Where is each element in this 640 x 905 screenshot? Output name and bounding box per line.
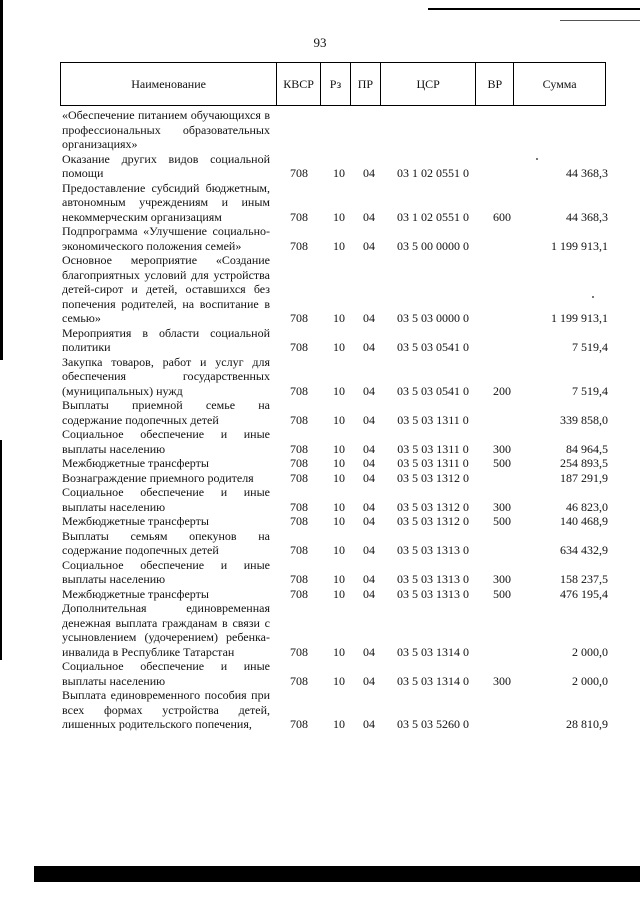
cell-sum: 1 199 913,1 xyxy=(551,311,608,325)
table-row xyxy=(62,108,608,152)
cell-vr: 200 xyxy=(493,383,511,398)
cell-rz: 10 xyxy=(333,441,345,456)
cell-sum: 158 237,5 xyxy=(560,572,608,586)
cell-name: Выплаты приемной семье на содержание подопечных детей xyxy=(62,398,270,427)
scan-left-edge xyxy=(0,0,3,360)
header-kvsr: КВСР xyxy=(276,63,320,105)
table-row xyxy=(62,326,608,355)
cell-csr: 03 5 03 0541 0 xyxy=(397,383,469,398)
cell-name: Оказание других видов социальной помощи xyxy=(62,151,270,180)
cell-pr: 04 xyxy=(363,383,375,398)
cell-kvsr: 708 xyxy=(290,543,308,557)
cell-name: Межбюджетные трансферты xyxy=(62,514,209,528)
cell-name: Мероприятия в области социальной политики xyxy=(62,325,270,354)
scan-bottom-bar xyxy=(34,866,640,882)
cell-rz: 10 xyxy=(333,499,345,514)
cell-vr: 300 xyxy=(493,441,511,456)
cell-pr: 04 xyxy=(363,441,375,456)
cell-kvsr: 708 xyxy=(290,499,308,514)
cell-rz: 10 xyxy=(333,514,345,528)
cell-csr: 03 5 03 1313 0 xyxy=(397,586,469,601)
cell-sum: 7 519,4 xyxy=(572,340,608,354)
cell-csr: 03 5 03 5260 0 xyxy=(397,717,469,731)
cell-csr: 03 5 03 1314 0 xyxy=(397,644,469,659)
cell-rz: 10 xyxy=(333,586,345,601)
cell-sum: 2 000,0 xyxy=(572,644,608,659)
cell-name: Вознаграждение приемного родителя xyxy=(62,470,254,485)
table-row xyxy=(62,587,608,602)
cell-kvsr: 708 xyxy=(290,586,308,601)
cell-sum: 2 000,0 xyxy=(572,673,608,688)
cell-kvsr: 708 xyxy=(290,412,308,427)
cell-rz: 10 xyxy=(333,673,345,688)
cell-rz: 10 xyxy=(333,412,345,427)
cell-pr: 04 xyxy=(363,514,375,528)
cell-csr: 03 1 02 0551 0 xyxy=(397,166,469,180)
cell-sum: 46 823,0 xyxy=(566,499,608,514)
cell-pr: 04 xyxy=(363,586,375,601)
cell-kvsr: 708 xyxy=(290,717,308,731)
cell-csr: 03 5 03 1312 0 xyxy=(397,514,469,528)
cell-csr: 03 5 03 0000 0 xyxy=(397,311,469,325)
table-row xyxy=(62,152,608,181)
cell-sum: 28 810,9 xyxy=(566,717,608,731)
table-row xyxy=(62,558,608,587)
cell-rz: 10 xyxy=(333,456,345,470)
cell-pr: 04 xyxy=(363,340,375,354)
cell-name: Дополнительная единовременная денежная выплата гражданам в связи с усыновлением (удочерением) ребенка-инвалида в Республике Татарстан xyxy=(62,601,270,659)
cell-rz: 10 xyxy=(333,166,345,180)
table-row xyxy=(62,181,608,225)
cell-kvsr: 708 xyxy=(290,340,308,354)
cell-sum: 187 291,9 xyxy=(560,470,608,485)
cell-kvsr: 708 xyxy=(290,470,308,485)
cell-csr: 03 5 03 1314 0 xyxy=(397,673,469,688)
cell-csr: 03 5 03 1311 0 xyxy=(397,441,469,456)
cell-rz: 10 xyxy=(333,644,345,659)
cell-sum: 634 432,9 xyxy=(560,543,608,557)
table-body xyxy=(62,108,608,732)
cell-kvsr: 708 xyxy=(290,166,308,180)
cell-rz: 10 xyxy=(333,572,345,586)
table-row xyxy=(62,456,608,471)
cell-sum: 44 368,3 xyxy=(566,166,608,180)
cell-csr: 03 5 03 1311 0 xyxy=(397,456,469,470)
cell-csr: 03 5 03 1312 0 xyxy=(397,470,469,485)
cell-rz: 10 xyxy=(333,311,345,325)
cell-sum: 254 893,5 xyxy=(560,456,608,470)
header-name: Наименование xyxy=(131,76,206,91)
cell-csr: 03 5 03 1313 0 xyxy=(397,572,469,586)
cell-csr: 03 1 02 0551 0 xyxy=(397,209,469,224)
cell-pr: 04 xyxy=(363,470,375,485)
cell-pr: 04 xyxy=(363,499,375,514)
scan-top-rule xyxy=(428,8,640,10)
cell-pr: 04 xyxy=(363,673,375,688)
cell-pr: 04 xyxy=(363,238,375,253)
cell-name: «Обеспечение питанием обучающихся в профессиональных образовательных организациях» xyxy=(62,108,270,151)
scan-speck xyxy=(536,158,538,160)
table-row xyxy=(62,514,608,529)
table-row xyxy=(62,601,608,659)
cell-csr: 03 5 03 1311 0 xyxy=(397,412,469,427)
cell-csr: 03 5 00 0000 0 xyxy=(397,238,469,253)
cell-pr: 04 xyxy=(363,311,375,325)
cell-rz: 10 xyxy=(333,340,345,354)
cell-pr: 04 xyxy=(363,456,375,470)
table-row xyxy=(62,529,608,558)
cell-name: Закупка товаров, работ и услуг для обеспечения государственных (муниципальных) нужд xyxy=(62,354,270,398)
cell-kvsr: 708 xyxy=(290,238,308,253)
scan-speck xyxy=(592,296,594,298)
cell-vr: 300 xyxy=(493,673,511,688)
cell-sum: 1 199 913,1 xyxy=(551,238,608,253)
page-number: 93 xyxy=(313,35,327,50)
cell-kvsr: 708 xyxy=(290,644,308,659)
cell-name: Социальное обеспечение и иные выплаты населению xyxy=(62,427,270,456)
cell-name: Предоставление субсидий бюджетным, автономным учреждениям и иным некоммерческим организациям xyxy=(62,180,270,224)
cell-sum: 476 195,4 xyxy=(560,586,608,601)
cell-pr: 04 xyxy=(363,412,375,427)
cell-rz: 10 xyxy=(333,209,345,224)
cell-rz: 10 xyxy=(333,717,345,731)
cell-name: Выплата единовременного пособия при всех формах устройства детей, лишенных родительского попечения, xyxy=(62,688,270,731)
table-row xyxy=(62,659,608,688)
table-row xyxy=(62,253,608,326)
cell-kvsr: 708 xyxy=(290,311,308,325)
header-vr: ВР xyxy=(475,63,513,105)
scan-top-rule-secondary xyxy=(560,20,640,21)
cell-vr: 500 xyxy=(493,586,511,601)
header-pr: ПР xyxy=(350,63,380,105)
table-row xyxy=(62,485,608,514)
cell-sum: 44 368,3 xyxy=(566,209,608,224)
cell-kvsr: 708 xyxy=(290,456,308,470)
cell-vr: 300 xyxy=(493,572,511,586)
table-header xyxy=(60,62,606,106)
cell-vr: 300 xyxy=(493,499,511,514)
cell-kvsr: 708 xyxy=(290,383,308,398)
cell-sum: 84 964,5 xyxy=(566,441,608,456)
cell-name: Подпрограмма «Улучшение социально-экономического положения семей» xyxy=(62,224,270,253)
cell-sum: 339 858,0 xyxy=(560,412,608,427)
cell-pr: 04 xyxy=(363,166,375,180)
table-row xyxy=(62,355,608,399)
cell-vr: 500 xyxy=(493,514,511,528)
cell-sum: 7 519,4 xyxy=(572,383,608,398)
cell-csr: 03 5 03 1312 0 xyxy=(397,499,469,514)
table-row xyxy=(62,688,608,732)
cell-vr: 600 xyxy=(493,209,511,224)
cell-name: Межбюджетные трансферты xyxy=(62,586,209,601)
cell-rz: 10 xyxy=(333,383,345,398)
cell-csr: 03 5 03 0541 0 xyxy=(397,340,469,354)
cell-name: Социальное обеспечение и иные выплаты населению xyxy=(62,659,270,688)
cell-kvsr: 708 xyxy=(290,209,308,224)
cell-kvsr: 708 xyxy=(290,514,308,528)
cell-name: Межбюджетные трансферты xyxy=(62,456,209,470)
cell-pr: 04 xyxy=(363,209,375,224)
header-sum: Сумма xyxy=(513,63,605,105)
cell-pr: 04 xyxy=(363,717,375,731)
table-row xyxy=(62,427,608,456)
cell-vr: 500 xyxy=(493,456,511,470)
cell-sum: 140 468,9 xyxy=(560,514,608,528)
cell-kvsr: 708 xyxy=(290,572,308,586)
header-csr: ЦСР xyxy=(380,63,476,105)
cell-pr: 04 xyxy=(363,644,375,659)
cell-kvsr: 708 xyxy=(290,441,308,456)
scan-left-edge-lower xyxy=(0,440,2,660)
cell-pr: 04 xyxy=(363,572,375,586)
table-row xyxy=(62,398,608,427)
cell-rz: 10 xyxy=(333,470,345,485)
header-rz: Рз xyxy=(320,63,350,105)
cell-name: Социальное обеспечение и иные выплаты населению xyxy=(62,485,270,514)
cell-kvsr: 708 xyxy=(290,673,308,688)
cell-pr: 04 xyxy=(363,543,375,557)
cell-name: Выплаты семьям опекунов на содержание подопечных детей xyxy=(62,528,270,557)
table-row xyxy=(62,471,608,486)
cell-rz: 10 xyxy=(333,543,345,557)
cell-name: Социальное обеспечение и иные выплаты населению xyxy=(62,557,270,586)
cell-rz: 10 xyxy=(333,238,345,253)
table-row xyxy=(62,224,608,253)
cell-name: Основное мероприятие «Создание благоприятных условий для устройства детей-сирот и детей, оставшихся без попечения родителей, на воспитание в семью» xyxy=(62,253,270,325)
cell-csr: 03 5 03 1313 0 xyxy=(397,543,469,557)
